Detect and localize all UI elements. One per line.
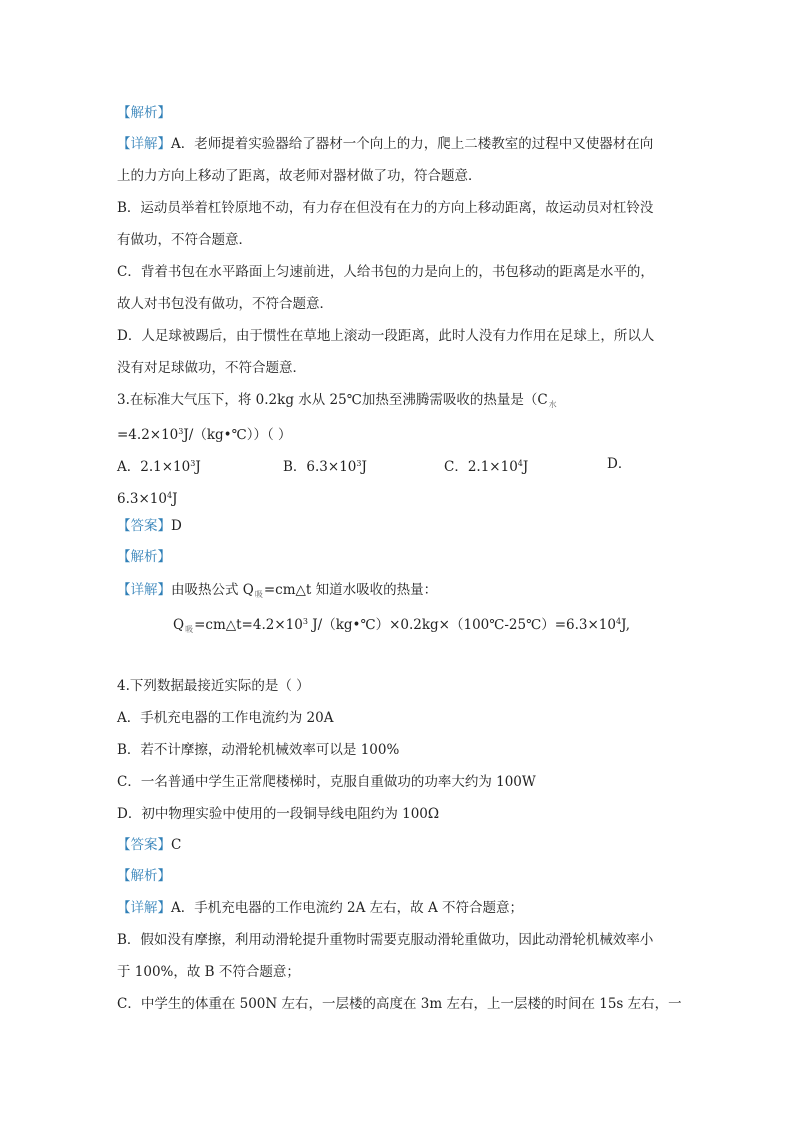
answer-tag: 【答案】 [117,837,171,853]
option-text: A．2.1×10 [117,459,191,475]
option-text: C．2.1×10 [444,459,518,475]
detail-tag: 【详解】 [117,136,171,152]
detail-text: 由吸热公式 Q [171,582,254,598]
option-b [283,454,367,477]
detail-text: 于 100%，故 B 不符合题意； [117,964,300,980]
detail-text: =cm△t 知道水吸收的热量： [263,582,438,598]
option-text: J [172,491,178,507]
superscript: 4 [166,491,173,500]
option-text: J [522,459,529,475]
option-a: A．手机充电器的工作电流约为 20A [117,710,334,726]
option-d-label: D． [607,456,632,472]
subscript: 水 [548,400,557,409]
formula-text: J/（kg•℃）×0.2kg×（100℃-25℃）=6.3×10 [307,617,616,633]
detail-text: B．运动员举着杠铃原地不动，有力存在但没有在力的方向上移动距离，故运动员对杠铃没 [117,200,654,216]
option-b: B．若不计摩擦，动滑轮机械效率可以是 100% [117,742,400,758]
question-stem: 4.下列数据最接近实际的是（ ） [117,678,310,694]
detail-text: 有做功，不符合题意． [117,232,252,248]
detail-text: 没有对足球做功，不符合题意． [117,360,306,376]
detail-text: D．人足球被踢后，由于惯性在草地上滚动一段距离，此时人没有力作用在足球上，所以人 [117,328,655,344]
detail-text: A．老师提着实验器给了器材一个向上的力，爬上二楼教室的过程中又使器材在向 [171,136,654,152]
formula-line [173,612,630,640]
detail-paragraph [117,898,523,918]
analysis-tag: 【解析】 [117,868,171,884]
answer-tag: 【答案】 [117,518,171,534]
stem-text: =4.2×10 [117,427,179,443]
option-text: J [195,459,201,475]
option-text: B．6.3×10 [283,459,357,475]
detail-text: C．背着书包在水平路面上匀速前进，人给书包的力是向上的，书包移动的距离是水平的， [117,264,654,280]
detail-tag: 【详解】 [117,900,171,916]
subscript: 吸 [185,625,194,634]
detail-text: A．手机充电器的工作电流约 2A 左右，故 A 不符合题意； [171,900,524,916]
answer-line [117,516,182,536]
superscript: 3 [190,459,196,468]
answer-value: C [171,837,182,853]
answer-value: D [171,518,182,534]
detail-text: 上的力方向上移动了距离，故老师对器材做了功，符合题意． [117,168,482,184]
detail-tag: 【详解】 [117,582,171,598]
detail-text: C．中学生的体重在 500N 左右，一层楼的高度在 3m 左右，上一层楼的时间在 15s 左右，一 [117,996,682,1012]
superscript: 3 [302,617,308,626]
subscript: 吸 [254,590,263,599]
superscript: 3 [178,427,184,436]
answer-line [117,835,181,855]
option-c [444,454,528,477]
option-d: D．初中物理实验中使用的一段铜导线电阻约为 100Ω [117,806,440,822]
formula-text: Q [173,617,185,633]
option-text: J [361,459,367,475]
formula-text: J, [621,617,630,633]
question-stem-cont [117,422,292,445]
analysis-tag: 【解析】 [117,549,171,565]
stem-text: J/（kg•℃））（ ） [183,427,292,443]
detail-paragraph [117,580,437,605]
superscript: 4 [615,617,622,626]
option-text: 6.3×10 [117,491,167,507]
superscript: 3 [356,459,362,468]
formula-text: =cm△t=4.2×10 [194,617,303,633]
stem-text: 3.在标准大气压下，将 0.2kg 水从 25℃加热至沸腾需吸收的热量是（C [117,392,548,408]
analysis-tag: 【解析】 [117,105,171,121]
option-d [117,486,177,509]
option-c: C．一名普通中学生正常爬楼梯时，克服自重做功的功率大约为 100W [117,774,536,790]
superscript: 4 [517,459,523,468]
detail-text: B．假如没有摩擦，利用动滑轮提升重物时需要克服动滑轮重做功，因此动滑轮机械效率小 [117,932,654,948]
detail-text: 故人对书包没有做功，不符合题意． [117,296,333,312]
question-stem [117,390,558,415]
detail-paragraph-a [117,134,653,154]
option-a [117,454,201,477]
